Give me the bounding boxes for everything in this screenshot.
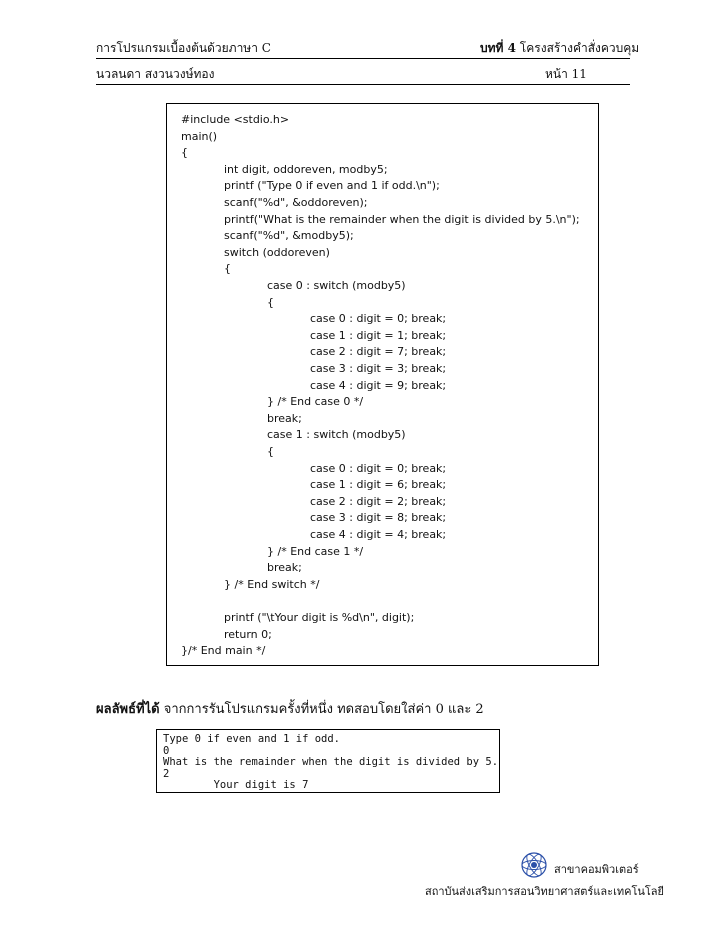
code-line: break; — [267, 411, 302, 425]
code-line: printf ("Type 0 if even and 1 if odd.\n"); — [224, 179, 440, 193]
code-line: } /* End case 1 */ — [267, 544, 364, 558]
header-divider-bottom — [96, 84, 630, 85]
result-caption-bold: ผลลัพธ์ที่ได้ — [96, 702, 160, 717]
result-caption-text: จากการรันโปรแกรมครั้งที่หนึ่ง ทดสอบโดยใส่ค่า 0 และ 2 — [163, 702, 484, 717]
code-line: case 4 : digit = 4; break; — [310, 528, 447, 541]
author-name: นวลนดา สงวนวงษ์ทอง — [96, 67, 215, 81]
code-line: case 1 : digit = 1; break; — [310, 328, 447, 342]
code-line: case 0 : digit = 0; break; — [310, 312, 447, 326]
code-line: case 0 : switch (modby5) — [267, 279, 406, 292]
code-line: { — [224, 262, 231, 276]
code-line: return 0; — [224, 627, 272, 641]
result-caption — [96, 702, 484, 718]
code-line: case 4 : digit = 9; break; — [310, 378, 447, 392]
footer-department: สาขาคอมพิวเตอร์ — [554, 863, 639, 876]
console-line: 2 — [163, 767, 170, 780]
code-line: } /* End case 0 */ — [267, 395, 364, 409]
code-line: case 1 : digit = 6; break; — [310, 478, 447, 492]
code-line: case 3 : digit = 3; break; — [310, 362, 447, 375]
institute-logo-icon — [520, 851, 548, 879]
code-listing — [166, 103, 599, 666]
console-line: What is the remainder when the digit is divided by 5. — [163, 756, 499, 768]
chapter-title: โครงสร้างคำสั่งควบคุม — [519, 41, 640, 55]
code-line: case 2 : digit = 7; break; — [310, 345, 447, 359]
console-line: Your digit is 7 — [163, 779, 309, 791]
code-line: scanf("%d", &modby5); — [224, 229, 354, 243]
code-line: { — [181, 146, 188, 160]
code-line: { — [267, 445, 274, 458]
code-line: case 0 : digit = 0; break; — [310, 461, 447, 475]
code-line: printf("What is the remainder when the digit is divided by 5.\n"); — [224, 212, 580, 226]
code-line: case 3 : digit = 8; break; — [310, 511, 447, 525]
footer-institute: สถาบันส่งเสริมการสอนวิทยาศาสตร์และเทคโนโลยี — [425, 885, 664, 898]
console-line: 0 — [163, 744, 170, 757]
code-line: scanf("%d", &oddoreven); — [224, 196, 368, 209]
chapter-label: บทที่ 4 — [480, 41, 516, 55]
code-line: printf ("\tYour digit is %d\n", digit); — [224, 611, 415, 624]
code-line: case 1 : switch (modby5) — [267, 428, 406, 442]
code-line: case 2 : digit = 2; break; — [310, 494, 447, 508]
console-line: Type 0 if even and 1 if odd. — [163, 733, 341, 745]
document-title: การโปรแกรมเบื้องต้นด้วยภาษา C — [96, 41, 271, 55]
header-divider-top — [96, 58, 630, 59]
page-number: หน้า 11 — [545, 67, 587, 81]
code-line: #include <stdio.h> — [181, 113, 290, 126]
code-line: break; — [267, 561, 302, 575]
console-output — [156, 729, 500, 793]
code-line: int digit, oddoreven, modby5; — [224, 162, 388, 176]
code-line: }/* End main */ — [181, 644, 266, 658]
chapter-heading — [480, 40, 639, 56]
code-line: { — [267, 295, 274, 309]
code-line: } /* End switch */ — [224, 577, 320, 591]
code-line: switch (oddoreven) — [224, 245, 330, 259]
code-line: main() — [181, 129, 218, 143]
